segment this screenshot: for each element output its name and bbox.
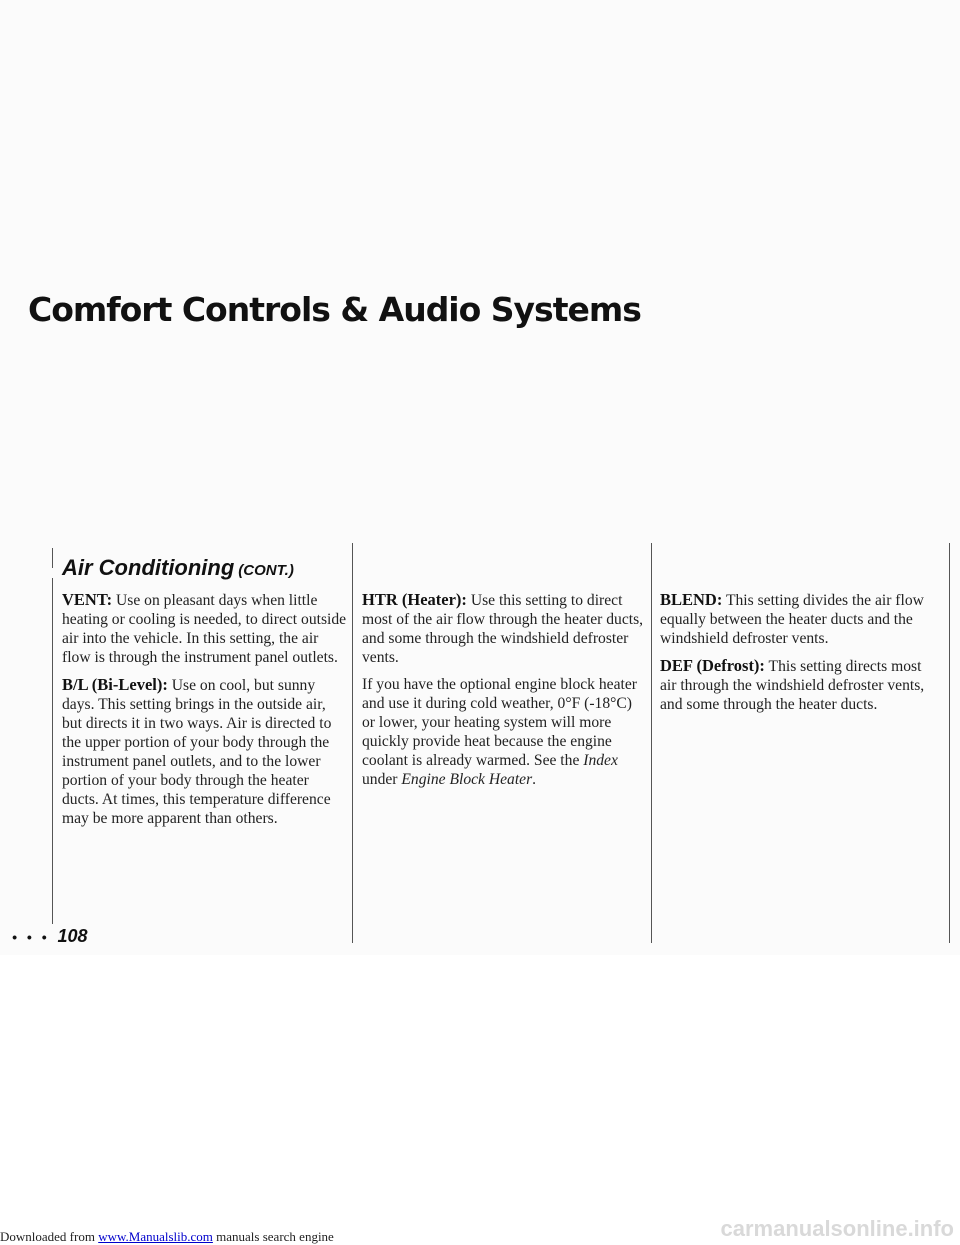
- column-2: [362, 590, 648, 797]
- column-rule: [52, 548, 53, 568]
- paragraph-text: Use this setting to direct most of the air flow through the heater ducts, and some through the windshield defroster vents.: [362, 592, 644, 666]
- site-watermark: carmanualsonline.info: [720, 1216, 954, 1241]
- term-label: DEF (Defrost):: [660, 656, 765, 675]
- column-rule: [949, 543, 950, 943]
- term-label: B/L (Bi-Level):: [62, 675, 168, 694]
- paragraph-text: Use on pleasant days when little heating or cooling is needed, to direct outside air into the vehicle. In this setting, the air flow is through the instrument panel outlets.: [62, 592, 347, 666]
- download-notice: [0, 1229, 334, 1245]
- subheading: [62, 555, 294, 581]
- paragraph-vent: [62, 590, 348, 667]
- column-rule: [52, 578, 53, 924]
- paragraph-text: Use on cool, but sunny days. This setting brings in the outside air, but directs it in two ways. Air is directed to the upper portion of your body through the instrument panel outlets, and to the lower portion of your body through the heater ducts. At times, this temperature difference may be more apparent than others.: [62, 677, 332, 827]
- subheading-suffix: (CONT.): [238, 562, 294, 579]
- page-number: 108: [57, 926, 88, 946]
- paragraph-blend: [660, 590, 940, 648]
- index-reference: Index: [583, 752, 618, 769]
- paragraph-text: This setting directs most air through the windshield defroster vents, and some through the heater ducts.: [660, 658, 925, 713]
- column-rule: [651, 543, 652, 943]
- footer-dots: • • •: [12, 929, 50, 945]
- subheading-title: Air Conditioning: [62, 555, 235, 580]
- paragraph-bi-level: [62, 675, 348, 828]
- section-title: Comfort Controls & Audio Systems: [28, 290, 641, 329]
- term-label: BLEND:: [660, 590, 723, 609]
- column-3: [660, 590, 940, 722]
- column-1: [62, 590, 348, 836]
- term-label: HTR (Heater):: [362, 590, 467, 609]
- paragraph-text: If you have the optional engine block heater and use it during cold weather, 0°F (-18°C) or lower, your heating system will more quickly provide heat because the engine coolant is already warmed. See the: [362, 676, 637, 769]
- paragraph-defrost: [660, 656, 940, 714]
- manualslib-link[interactable]: www.Manualslib.com: [98, 1229, 213, 1244]
- topic-reference: Engine Block Heater: [401, 771, 533, 788]
- paragraph-text: This setting divides the air flow equally between the heater ducts and the windshield defroster vents.: [660, 592, 924, 647]
- download-suffix: manuals search engine: [212, 1229, 334, 1244]
- paragraph-heater: [362, 590, 648, 667]
- term-label: VENT:: [62, 590, 113, 609]
- page-footer: [12, 926, 88, 947]
- column-rule: [352, 543, 353, 943]
- paragraph-block-heater: [362, 675, 648, 789]
- paragraph-text: under: [362, 771, 402, 788]
- download-prefix: Downloaded from: [0, 1229, 99, 1244]
- paragraph-text: .: [532, 771, 537, 788]
